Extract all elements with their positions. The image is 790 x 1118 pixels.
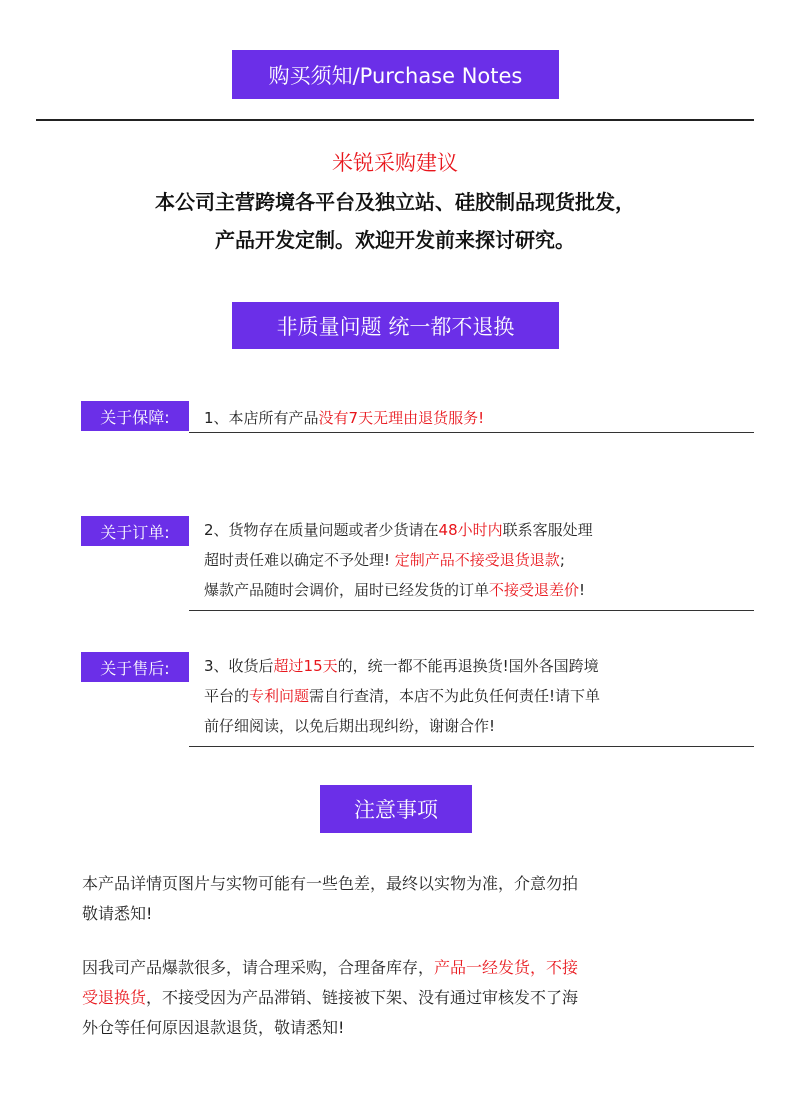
tag-after-sales: [81, 652, 189, 682]
divider-line: [189, 432, 754, 433]
divider-line: [189, 610, 754, 611]
text-line: [204, 545, 593, 575]
highlight-segment: 没有7天无理由退货服务!: [318, 409, 485, 427]
tag-label: 关于订单:: [100, 522, 170, 542]
no-return-title: 非质量问题 统一都不退换: [276, 314, 515, 339]
purchase-notes-title: 购买须知/Purchase Notes: [268, 63, 523, 88]
text-segment: 爆款产品随时会调价，届时已经发货的订单: [204, 581, 490, 599]
text-segment: 2、货物存在质量问题或者少货请在: [204, 521, 439, 539]
text-segment: !: [579, 581, 586, 599]
purchase-notes-banner: [232, 50, 559, 99]
text-line: [82, 899, 578, 929]
text-line: [82, 1013, 578, 1043]
tag-guarantee: [81, 401, 189, 431]
text-line: [204, 651, 600, 681]
text-segment: 前仔细阅读，以免后期出现纠纷，谢谢合作!: [204, 717, 496, 735]
text-segment: 超时责任难以确定不予处理!: [204, 551, 395, 569]
no-return-banner: [232, 302, 559, 349]
tag-order: [81, 516, 189, 546]
highlight-segment: 不接受退差价: [489, 581, 580, 599]
text-segment: 需自行查清，本店不为此负任何责任!请下单: [309, 687, 601, 705]
advice-title: 米锐采购建议: [332, 151, 458, 175]
text-segment: 平台的: [204, 687, 250, 705]
tag-label: 关于保障:: [100, 407, 170, 427]
text-segment: 外仓等任何原因退款退货，敬请悉知!: [82, 1018, 345, 1037]
notice-title: 注意事项: [354, 798, 438, 822]
guarantee-text: [204, 403, 484, 433]
text-segment: ;: [559, 551, 565, 569]
tag-label: 关于售后:: [100, 658, 170, 678]
divider-line: [189, 746, 754, 747]
divider-line: [36, 119, 754, 121]
notice-banner: [320, 785, 472, 833]
highlight-segment: 超过15天: [273, 657, 338, 675]
company-intro-line-2: 产品开发定制。欢迎开发前来探讨研究。: [215, 228, 575, 252]
highlight-segment: 定制产品不接受退货退款: [394, 551, 560, 569]
highlight-segment: 专利问题: [249, 687, 310, 705]
color-difference-note: [82, 869, 578, 929]
text-line: [204, 515, 593, 545]
company-intro-line-1: 本公司主营跨境各平台及独立站、硅胶制品现货批发，: [155, 190, 635, 214]
text-segment: 联系客服处理: [502, 521, 593, 539]
text-segment: ，不接受因为产品滞销、链接被下架、没有通过审核发不了海: [146, 988, 579, 1007]
text-segment: 敬请悉知!: [82, 904, 153, 923]
highlight-segment: 48小时内: [438, 521, 503, 539]
text-segment: 因我司产品爆款很多，请合理采购，合理备库存，: [82, 958, 435, 977]
text-line: [204, 681, 600, 711]
text-line: [204, 575, 593, 605]
text-segment: 的，统一都不能再退换货!国外各国跨境: [337, 657, 599, 675]
text-segment: 本产品详情页图片与实物可能有一些色差，最终以实物为准，介意勿拍: [82, 874, 579, 893]
text-line: [82, 953, 578, 983]
text-segment: 1、本店所有产品: [204, 409, 319, 427]
highlight-segment: 受退换货: [82, 988, 147, 1007]
text-segment: 3、收货后: [204, 657, 274, 675]
text-line: [204, 403, 484, 433]
text-line: [204, 711, 600, 741]
text-line: [82, 869, 578, 899]
order-text: [204, 515, 593, 605]
after-sales-text: [204, 651, 600, 741]
text-line: [82, 983, 578, 1013]
highlight-segment: 产品一经发货，不接: [434, 958, 579, 977]
no-return-note: [82, 953, 578, 1043]
